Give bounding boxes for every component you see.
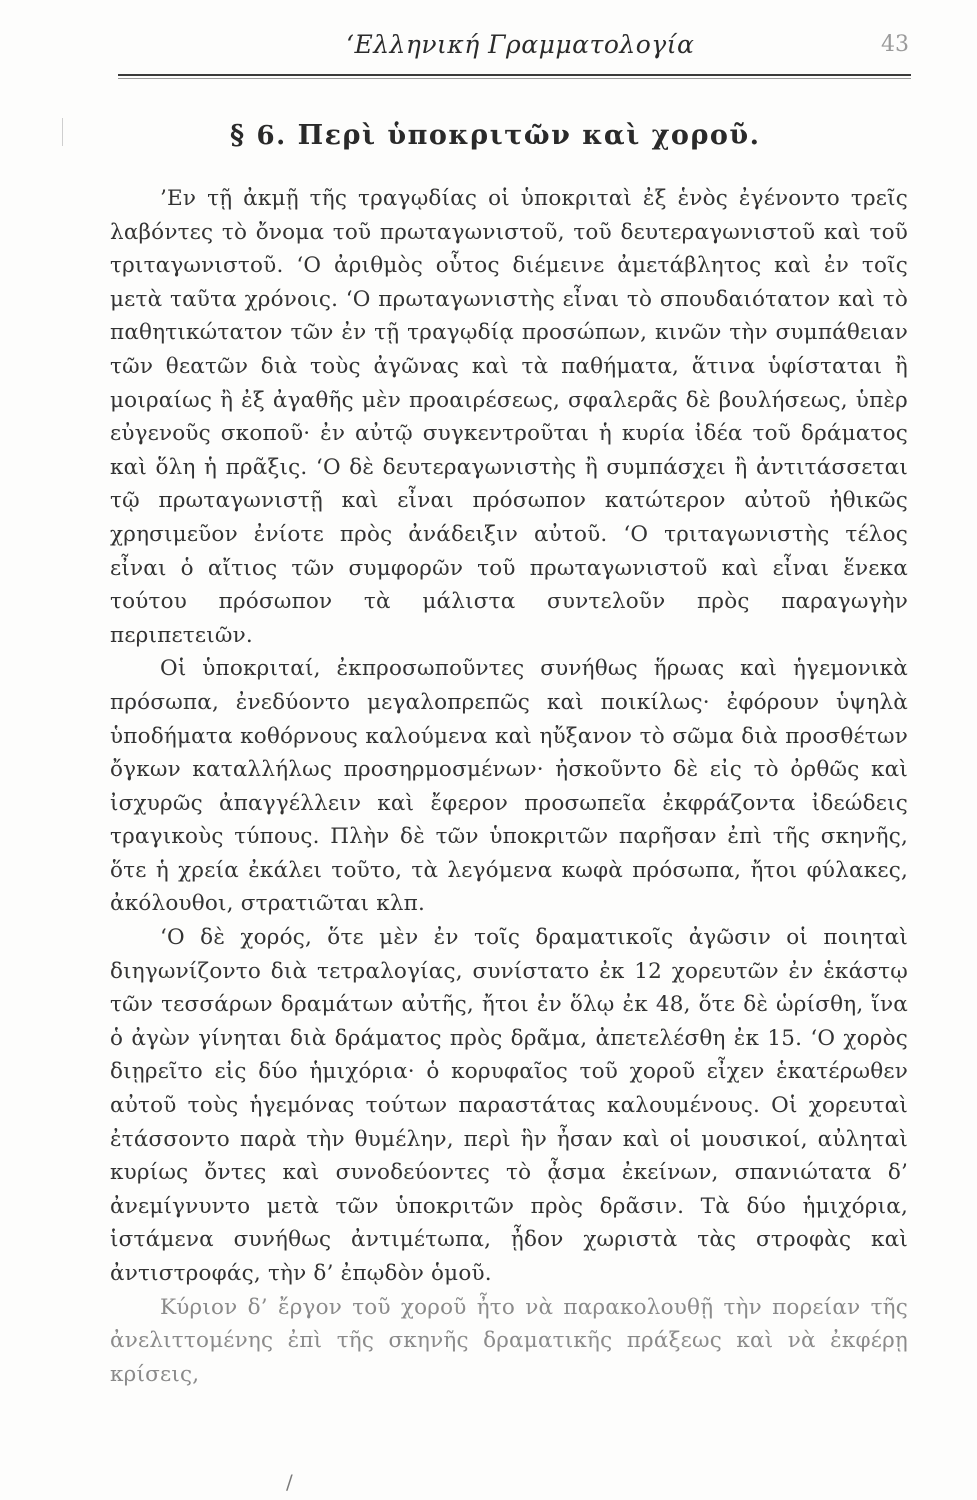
- stray-mark: /: [286, 1470, 293, 1494]
- page-number: 43: [881, 32, 909, 57]
- section-heading: [230, 120, 761, 151]
- section-title: Περὶ ὑποκριτῶν καὶ χοροῦ.: [297, 120, 761, 151]
- body-text: [110, 182, 908, 1391]
- paragraph-costume: Οἱ ὑποκριταί, ἐκπροσωποῦντες συνήθως ἥρωας καὶ ἡγεμονικὰ πρόσωπα, ἐνεδύοντο μεγαλοπρεπῶς καὶ ποικίλως· ἐφόρουν ὑψηλὰ ὑποδήματα κοθόρνους καλούμενα καὶ ηὔξανον τὸ σῶμα διὰ προσθέτων ὄγκων καταλλήλως προσηρμοσμένων· ἠσκοῦντο δὲ εἰς τὸ ὀρθῶς καὶ ἰσχυρῶς ἀπαγγέλλειν καὶ ἔφερον προσωπεῖα ἐκφράζοντα ἰδεώδεις τραγικοὺς τύπους. Πλὴν δὲ τῶν ὑποκριτῶν παρῆσαν ἐπὶ τῆς σκηνῆς, ὅτε ἡ χρεία ἐκάλει τοῦτο, τὰ λεγόμενα κωφὰ πρόσωπα, ἤτοι φύλακες, ἀκόλουθοι, στρατιῶται κλπ.: [110, 656, 908, 917]
- margin-mark: [62, 118, 63, 146]
- running-head: [118, 26, 909, 70]
- paragraph-actors: ’Εν τῇ ἀκμῇ τῆς τραγῳδίας οἱ ὑποκριταὶ ἐξ ἑνὸς ἐγένοντο τρεῖς λαβόντες τὸ ὄνομα τοῦ πρωταγωνιστοῦ, τοῦ δευτεραγωνιστοῦ καὶ τοῦ τριταγωνιστοῦ. ‘Ο ἀριθμὸς οὗτος διέμεινε ἀμετάβλητος καὶ ἐν τοῖς μετὰ ταῦτα χρόνοις. ‘Ο πρωταγωνιστὴς εἶναι τὸ σπουδαιότατον καὶ τὸ παθητικώτατον τῶν ἐν τῇ τραγῳδίᾳ προσώπων, κινῶν τὴν συμπάθειαν τῶν θεατῶν διὰ τοὺς ἀγῶνας καὶ τὰ παθήματα, ἅτινα ὑφίσταται ἢ μοιραίως ἢ ἐξ ἀγαθῆς μὲν προαιρέσεως, σφαλερᾶς δὲ βουλήσεως, ὑπὲρ εὐγενοῦς σκοποῦ· ἐν αὐτῷ συγκεντροῦται ἡ κυρία ἰδέα τοῦ δράματος καὶ ὅλη ἡ πρᾶξις. ‘Ο δὲ δευτεραγωνιστὴς ἢ συμπάσχει ἢ ἀντιτάσσεται τῷ πρωταγωνιστῇ καὶ εἶναι πρόσωπον κατώτερον αὐτοῦ ἠθικῶς χρησιμεῦον ἐνίοτε πρὸς ἀνάδειξιν αὐτοῦ. ‘Ο τριταγωνιστὴς τέλος εἶναι ὁ αἴτιος τῶν συμφορῶν τοῦ πρωταγωνιστοῦ καὶ εἶναι ἕνεκα τούτου πρόσωπον τὰ μάλιστα συντελοῦν πρὸς παραγωγὴν περιπετειῶν.: [110, 186, 908, 648]
- header-rule: [118, 74, 911, 79]
- section-number: 6.: [256, 121, 287, 151]
- paragraph-chorus-role: Κύριον δ’ ἔργον τοῦ χοροῦ ἦτο νὰ παρακολουθῇ τὴν πορείαν τῆς ἀνελιττομένης ἐπὶ τῆς σκηνῆς δραματικῆς πράξεως καὶ νὰ ἐκφέρῃ κρίσεις,: [110, 1294, 908, 1387]
- section-symbol: §: [230, 120, 246, 151]
- paragraph-chorus: ‘Ο δὲ χορός, ὅτε μὲν ἐν τοῖς δραματικοῖς ἀγῶσιν οἱ ποιηταὶ διηγωνίζοντο διὰ τετραλογίας, συνίστατο ἐκ 12 χορευτῶν ἐν ἑκάστῳ τῶν τεσσάρων δραμάτων αὐτῆς, ἤτοι ἐν ὅλῳ ἐκ 48, ὅτε δὲ ὡρίσθη, ἵνα ὁ ἀγὼν γίνηται διὰ δράματος πρὸς δρᾶμα, ἀπετελέσθη ἐκ 15. ‘Ο χορὸς διῃρεῖτο εἰς δύο ἡμιχόρια· ὁ κορυφαῖος τοῦ χοροῦ εἶχεν ἑκατέρωθεν αὐτοῦ τοὺς ἡγεμόνας τούτων παραστάτας καλουμένους. Οἱ χορευταὶ ἐτάσσοντο παρὰ τὴν θυμέλην, περὶ ἣν ἦσαν καὶ οἱ μουσικοί, αὐληταὶ κυρίως ὄντες καὶ συνοδεύοντες τὸ ᾆσμα ἐκείνων, σπανιώτατα δ’ ἀνεμίγνυντο μετὰ τῶν ὑποκριτῶν πρὸς δρᾶσιν. Τὰ δύο ἡμιχόρια, ἱστάμενα συνήθως ἀντιμέτωπα, ᾖδον χωριστὰ τὰς στροφὰς καὶ ἀντιστροφάς, τὴν δ’ ἐπῳδὸν ὁμοῦ.: [110, 925, 908, 1286]
- running-title: ‘Ελληνική Γραμματολογία: [346, 30, 695, 59]
